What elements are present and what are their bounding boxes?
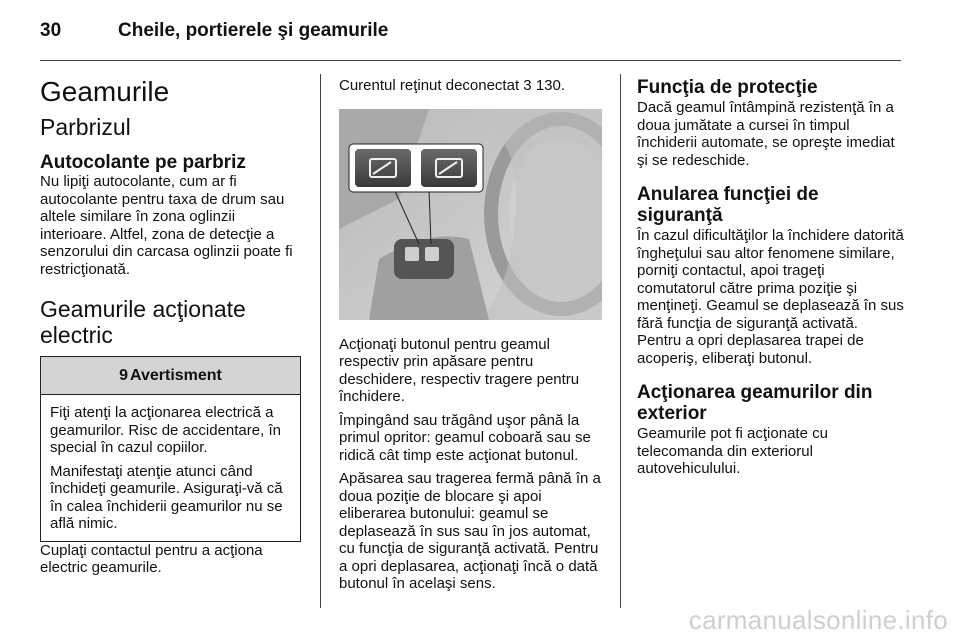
paragraph-anularea: În cazul dificultăţilor la închidere datorită îngheţului sau altor fenomene similare, porniţi contactul, apoi trageţi comutatorul către prima poziţie şi menţineţi. Geamul se deplasează în sus fără funcţia de siguranţă activată. Pentru a opri deplasarea trapei de acoperiş, eliberaţi butonul. — [637, 227, 904, 367]
warning-box — [40, 356, 301, 542]
heading-actionate-line2: electric — [40, 322, 113, 348]
column-1 — [40, 77, 305, 577]
heading-geamurile: Geamurile — [40, 76, 170, 107]
warning-header — [41, 357, 300, 395]
header-rule — [40, 60, 901, 61]
heading-parbrizul: Parbrizul — [40, 114, 131, 140]
warning-paragraph-1: Fiţi atenţi la acţionarea electrică a geamurilor. Risc de accidentare, în special în cazul copiilor. — [50, 404, 281, 456]
paragraph-curentul — [339, 77, 607, 95]
column-3 — [637, 77, 905, 478]
warning-title: Avertisment — [130, 366, 222, 384]
page-number: 30 — [40, 20, 62, 41]
heading-anularea: Anularea funcţiei de siguranţă — [637, 184, 819, 226]
paragraph-autocolante: Nu lipiţi autocolante, cum ar fi autocolante pentru taxa de drum sau altele similare în zona oglinzii interioare. Altfel, zona de detecţie a senzorului din carcasa oglinzii poate fi restricţionată. — [40, 173, 293, 278]
heading-actionate-line1: Geamurile acţionate — [40, 296, 246, 322]
column-divider-2 — [620, 74, 621, 608]
heading-exterior-line2: exterior — [637, 403, 707, 424]
paragraph-exterior: Geamurile pot fi acţionate cu telecomanda din exteriorul autovehiculului. — [637, 425, 828, 477]
paragraph-apasarea: Apăsarea sau tragerea fermă până în a doua poziţie de blocare şi apoi eliberarea butonului: geamul se deplasează în sus sau în jos automat, cu funcţia de siguranţă activată. Pentru a opri deplasarea, acţionaţi încă o dată butonul în acelaşi sens. — [339, 470, 601, 592]
paragraph-impingand: Împingând sau trăgând uşor până la primul opritor: geamul coboară sau se ridică cât timp este acţionat butonul. — [339, 411, 591, 464]
page-ref-number: 130. — [535, 77, 566, 94]
page-ref-arrow-icon: 3 — [523, 77, 532, 94]
window-switch-photo — [339, 109, 602, 320]
heading-functia-protectie: Funcţia de protecţie — [637, 77, 818, 98]
window-switch-illustration — [339, 109, 602, 320]
chapter-title: Cheile, portierele şi geamurile — [118, 20, 389, 41]
warning-paragraph-2: Manifestaţi atenţie atunci când închideţi geamurile. Asiguraţi-vă că în calea închiderii geamurilor nu se află nimic. — [50, 462, 283, 532]
heading-autocolante: Autocolante pe parbriz — [40, 152, 246, 173]
heading-actionarea-exterior — [637, 382, 905, 424]
heading-exterior-line1: Acţionarea geamurilor din — [637, 382, 873, 403]
column-divider-1 — [320, 74, 321, 608]
warning-icon: 9 — [119, 366, 128, 384]
paragraph-cuplati: Cuplaţi contactul pentru a acţiona electric geamurile. — [40, 541, 263, 576]
column-2 — [339, 77, 607, 593]
paragraph-actionati: Acţionaţi butonul pentru geamul respectiv prin apăsare pentru deschidere, respectiv tragere pentru închidere. — [339, 335, 580, 405]
curentul-text: Curentul reţinut deconectat — [339, 77, 520, 94]
warning-body — [41, 395, 300, 541]
heading-geamurile-actionate — [40, 296, 305, 348]
site-watermark: carmanualsonline.info — [688, 605, 948, 635]
paragraph-protectie: Dacă geamul întâmpină rezistenţă în a doua jumătate a cursei în timpul închiderii automate, se opreşte imediat şi se redeschide. — [637, 99, 895, 169]
